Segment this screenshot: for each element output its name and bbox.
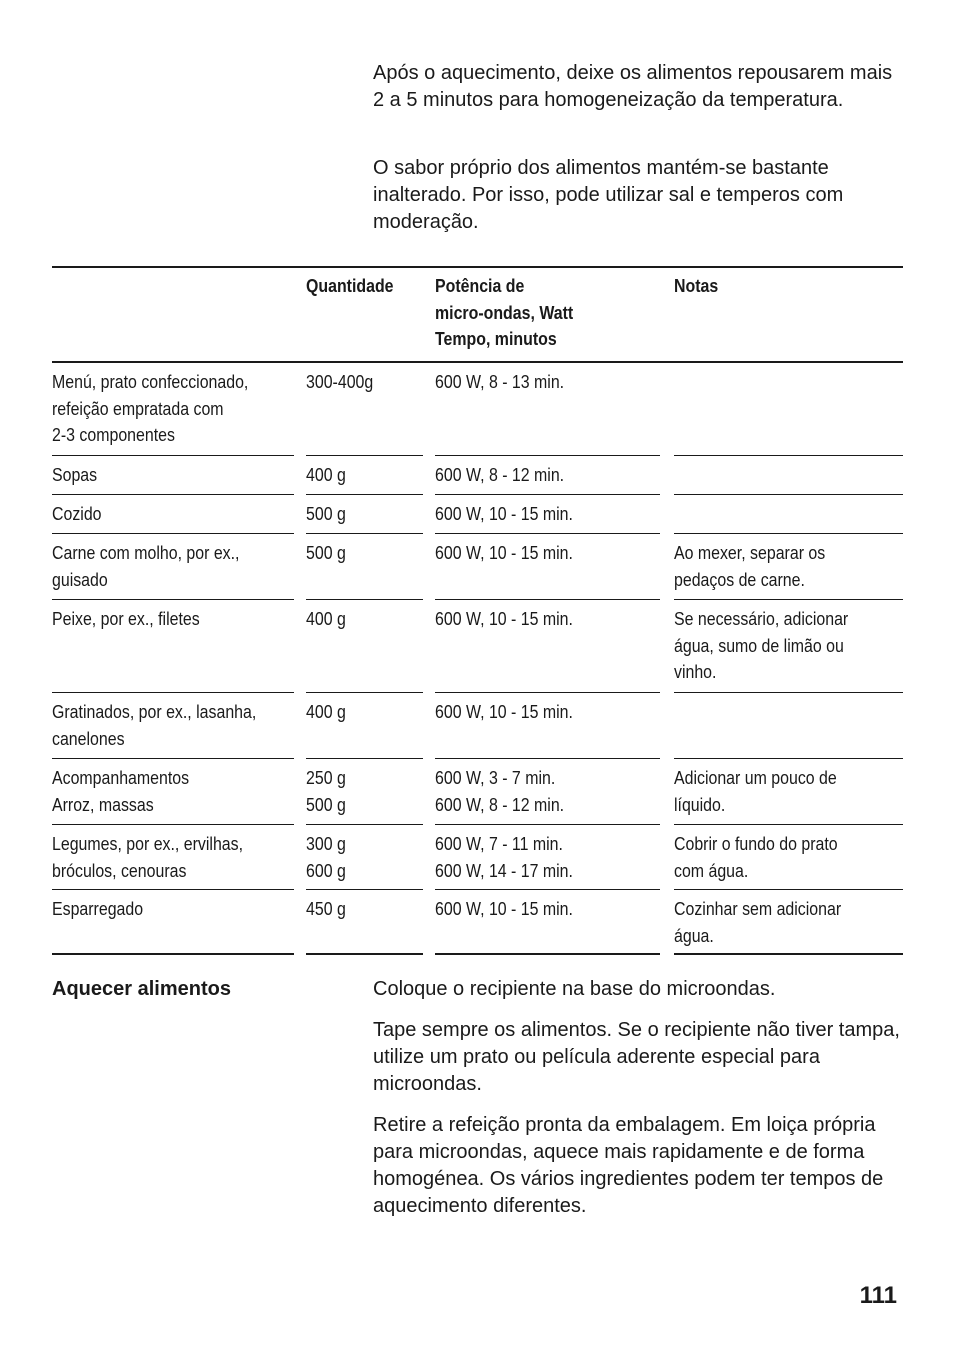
quantity-cell: 500 g: [306, 534, 423, 600]
page-number: 111: [859, 1282, 897, 1309]
header-power-time: Potência de micro-ondas, Watt Tempo, minutos: [435, 275, 574, 349]
power-time-cell: 600 W, 7 - 11 min. 600 W, 14 - 17 min.: [435, 825, 660, 890]
table-row: [52, 759, 903, 825]
power-time-cell: 600 W, 8 - 12 min.: [435, 456, 660, 495]
table-row: [52, 825, 903, 890]
food-cell: Gratinados, por ex., lasanha, canelones: [52, 693, 294, 759]
food-cell: Sopas: [52, 456, 294, 495]
intro-paragraph-1: Após o aquecimento, deixe os alimentos repousarem mais 2 a 5 minutos para homogeneização da temperatura.: [373, 62, 893, 111]
reheating-table: [52, 266, 903, 955]
power-time-cell: 600 W, 10 - 15 min.: [435, 890, 660, 955]
power-time-cell: 600 W, 10 - 15 min.: [435, 693, 660, 759]
power-time-cell: 600 W, 3 - 7 min. 600 W, 8 - 12 min.: [435, 759, 660, 825]
section-heading: Aquecer alimentos: [52, 978, 231, 1000]
notes-cell: [674, 363, 903, 456]
section-paragraph-3: Retire a refeição pronta da embalagem. Em loiça própria para microondas, aquece mais rapidamente e de forma homogénea. Os vários ingredientes podem ter tempos de aquecimento diferentes.: [373, 1114, 884, 1217]
notes-cell: Cozinhar sem adicionar água.: [674, 890, 903, 955]
food-cell: Acompanhamentos Arroz, massas: [52, 759, 294, 825]
quantity-cell: 400 g: [306, 456, 423, 495]
section-paragraph-2: Tape sempre os alimentos. Se o recipiente não tiver tampa, utilize um prato ou película aderente especial para microondas.: [373, 1019, 900, 1095]
table-row: [52, 534, 903, 600]
quantity-cell: 400 g: [306, 693, 423, 759]
quantity-cell: 500 g: [306, 495, 423, 534]
food-cell: Peixe, por ex., filetes: [52, 600, 294, 693]
quantity-cell: 250 g 500 g: [306, 759, 423, 825]
notes-cell: [674, 495, 903, 534]
power-time-cell: 600 W, 8 - 13 min.: [435, 363, 660, 456]
notes-cell: [674, 693, 903, 759]
intro-paragraph-2: O sabor próprio dos alimentos mantém-se bastante inalterado. Por isso, pode utilizar sal e temperos com moderação.: [373, 157, 844, 233]
quantity-cell: 400 g: [306, 600, 423, 693]
quantity-cell: 450 g: [306, 890, 423, 955]
notes-cell: Adicionar um pouco de líquido.: [674, 759, 903, 825]
table-row: [52, 600, 903, 693]
table-row: [52, 890, 903, 955]
food-cell: Carne com molho, por ex., guisado: [52, 534, 294, 600]
notes-cell: Ao mexer, separar os pedaços de carne.: [674, 534, 903, 600]
header-food: [52, 268, 294, 361]
food-cell: Legumes, por ex., ervilhas, bróculos, cenouras: [52, 825, 294, 890]
notes-cell: Cobrir o fundo do prato com água.: [674, 825, 903, 890]
food-cell: Cozido: [52, 495, 294, 534]
food-cell: Esparregado: [52, 890, 294, 955]
quantity-cell: 300 g 600 g: [306, 825, 423, 890]
header-notes: Notas: [674, 275, 719, 296]
table-row: [52, 456, 903, 495]
power-time-cell: 600 W, 10 - 15 min.: [435, 534, 660, 600]
table-row: [52, 363, 903, 456]
section-paragraph-1: Coloque o recipiente na base do microondas.: [373, 978, 776, 1000]
power-time-cell: 600 W, 10 - 15 min.: [435, 495, 660, 534]
header-quantity: Quantidade: [306, 275, 394, 296]
power-time-cell: 600 W, 10 - 15 min.: [435, 600, 660, 693]
table-row: [52, 693, 903, 759]
table-row: [52, 495, 903, 534]
table-header: [52, 268, 903, 361]
notes-cell: [674, 456, 903, 495]
quantity-cell: 300-400g: [306, 363, 423, 456]
food-cell: Menú, prato confeccionado, refeição empratada com 2-3 componentes: [52, 363, 294, 456]
notes-cell: Se necessário, adicionar água, sumo de limão ou vinho.: [674, 600, 903, 693]
